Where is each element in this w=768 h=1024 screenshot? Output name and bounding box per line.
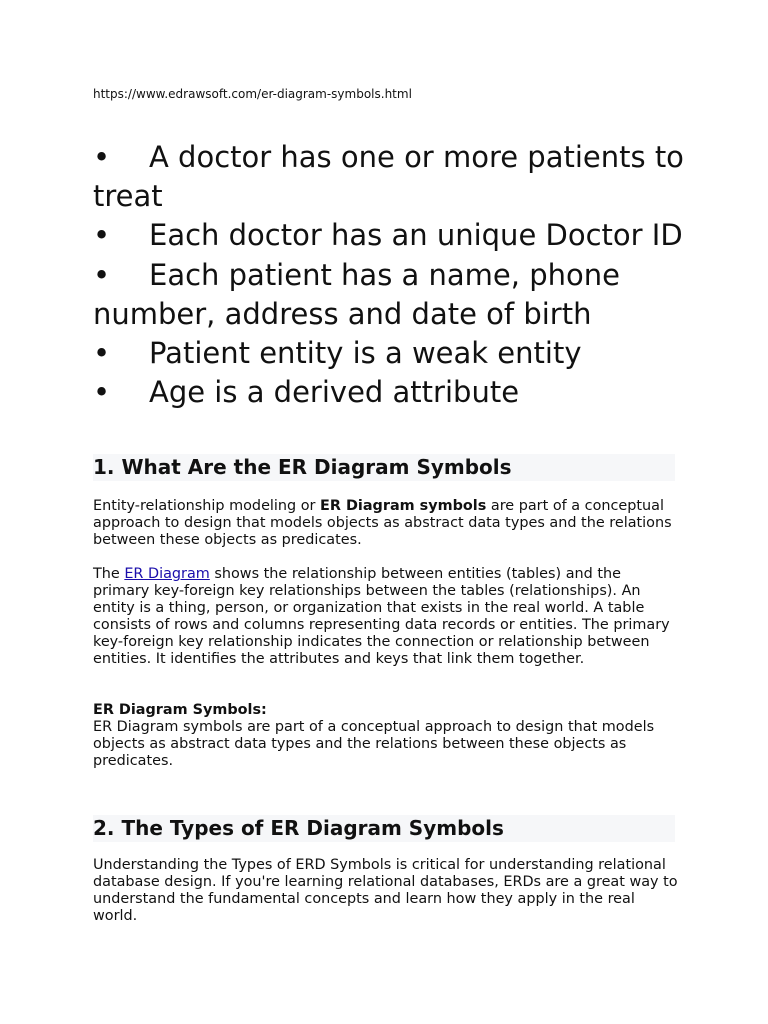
- section-heading-types: 2. The Types of ER Diagram Symbols: [93, 815, 675, 842]
- bullet-icon: •: [93, 375, 111, 410]
- intro-paragraph: [93, 498, 678, 549]
- intro-text-end: are part of a conceptual approach to design that models objects as abstract data types and the relations between these objects as predicates.: [93, 498, 672, 548]
- list-item: [93, 138, 693, 216]
- er-text-end: shows the relationship between entities (tables) and the primary key-foreign key relationships between the tables (relationships). An entity is a thing, person, or organization that exists in the real world. A table consists of rows and columns representing data records or entities. The primary key-foreign key relationship indicates the connection or relationship between entities. It identifies the attributes and keys that link them together.: [93, 566, 670, 667]
- source-url[interactable]: https://www.edrawsoft.com/er-diagram-symbols.html: [93, 87, 412, 101]
- symbols-subheading: ER Diagram Symbols:: [93, 702, 267, 718]
- bullet-text: Each doctor has an unique Doctor ID: [149, 218, 683, 253]
- bullet-icon: •: [93, 140, 111, 174]
- types-paragraph: Understanding the Types of ERD Symbols is critical for understanding relational database design. If you're learning relational databases, ERDs are a great way to understand the fundamental concepts and learn how they apply in the real world.: [93, 857, 678, 924]
- er-diagram-link[interactable]: ER Diagram: [124, 566, 210, 582]
- er-diagram-paragraph: [93, 566, 678, 668]
- bullet-text: A doctor has one or more patients to treat: [93, 140, 684, 214]
- list-item: [93, 334, 693, 373]
- bullet-text: Patient entity is a weak entity: [149, 336, 582, 371]
- er-text-start: The: [93, 566, 125, 582]
- list-item: [93, 216, 693, 255]
- symbols-text: ER Diagram symbols are part of a conceptual approach to design that models objects as abstract data types and the relations between these objects as predicates.: [93, 719, 655, 769]
- intro-text-start: Entity-relationship modeling or: [93, 498, 321, 514]
- bullet-icon: •: [93, 257, 111, 292]
- list-item: [93, 373, 693, 412]
- symbols-paragraph: [93, 702, 678, 770]
- section-heading-what-are: 1. What Are the ER Diagram Symbols: [93, 454, 675, 481]
- intro-bold-term: ER Diagram symbols: [320, 498, 487, 514]
- bullet-text: Each patient has a name, phone number, address and date of birth: [93, 257, 620, 331]
- bullet-text: Age is a derived attribute: [149, 375, 520, 410]
- list-item: [93, 256, 693, 334]
- bullet-list: [93, 138, 693, 412]
- bullet-icon: •: [93, 218, 111, 253]
- bullet-icon: •: [93, 336, 111, 371]
